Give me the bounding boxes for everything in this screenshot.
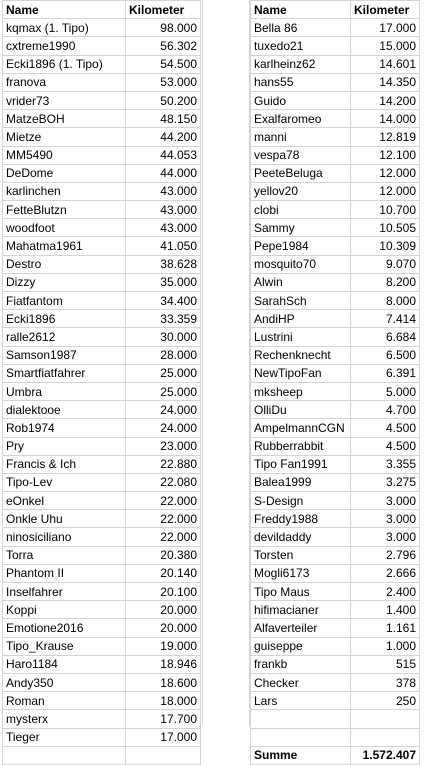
table-row [251,619,420,637]
name-cell[interactable]: Francis & Ich [3,455,126,473]
table-row [251,546,420,564]
header-kilometer[interactable]: Kilometer [126,1,201,19]
name-cell[interactable]: mysterx [3,710,126,728]
kilometer-cell[interactable]: 17.700 [126,710,201,728]
header-kilometer[interactable]: Kilometer [351,1,420,19]
kilometer-cell[interactable]: 6.684 [351,328,420,346]
name-cell[interactable]: Mogli6173 [251,564,351,582]
table-row [251,564,420,582]
kilometer-cell[interactable]: 3.000 [351,510,420,528]
kilometer-cell[interactable]: 22.000 [126,510,201,528]
kilometer-cell[interactable]: 20.380 [126,546,201,564]
name-cell[interactable]: Emotione2016 [3,619,126,637]
kilometer-cell[interactable]: 4.700 [351,401,420,419]
table-row [3,255,201,273]
name-cell[interactable]: Balea1999 [251,473,351,491]
name-cell[interactable]: ralle2612 [3,328,126,346]
kilometer-cell[interactable]: 5.000 [351,382,420,400]
kilometer-cell[interactable]: 14.000 [351,110,420,128]
table-row [3,492,201,510]
kilometer-cell[interactable]: 20.140 [126,564,201,582]
name-cell[interactable]: Tipo_Krause [3,637,126,655]
table-row [251,146,420,164]
table-row [251,110,420,128]
table-row [251,128,420,146]
kilometer-cell[interactable]: 41.050 [126,237,201,255]
right-table [250,0,420,765]
kilometer-cell[interactable]: 12.000 [351,182,420,200]
name-cell[interactable]: Guido [251,91,351,109]
left-table [2,0,201,765]
name-cell[interactable]: PeeteBeluga [251,164,351,182]
kilometer-cell[interactable]: 12.100 [351,146,420,164]
kilometer-cell[interactable]: 12.819 [351,128,420,146]
name-cell[interactable]: hifimacianer [251,601,351,619]
kilometer-cell[interactable]: 378 [351,673,420,691]
name-cell[interactable]: Smartfiatfahrer [3,364,126,382]
kilometer-cell[interactable]: 30.000 [126,328,201,346]
kilometer-cell[interactable]: 1.161 [351,619,420,637]
name-cell[interactable]: karlinchen [3,182,126,200]
name-cell[interactable] [3,746,126,764]
table-row [251,437,420,455]
kilometer-cell[interactable]: 6.500 [351,346,420,364]
table-row [3,19,201,37]
name-cell[interactable]: Ecki1896 (1. Tipo) [3,55,126,73]
table-row [3,219,201,237]
name-cell[interactable]: AndiHP [251,310,351,328]
table-row [251,528,420,546]
kilometer-cell[interactable]: 43.000 [126,201,201,219]
name-cell[interactable]: eOnkel [3,492,126,510]
name-cell[interactable]: Rob1974 [3,419,126,437]
kilometer-cell[interactable]: 12.000 [351,164,420,182]
table-row [251,273,420,291]
kilometer-cell[interactable]: 4.500 [351,437,420,455]
header-row [3,1,201,19]
table-row [251,37,420,55]
kilometer-cell[interactable]: 53.000 [126,73,201,91]
kilometer-cell[interactable]: 3.275 [351,473,420,491]
kilometer-cell[interactable]: 10.309 [351,237,420,255]
name-cell[interactable]: hans55 [251,73,351,91]
kilometer-cell[interactable]: 48.150 [126,110,201,128]
name-cell[interactable]: mosquito70 [251,255,351,273]
table-row [3,655,201,673]
name-cell[interactable]: Checker [251,673,351,691]
kilometer-cell[interactable]: 3.000 [351,492,420,510]
table-row [3,128,201,146]
name-cell[interactable]: Phantom II [3,564,126,582]
name-cell[interactable]: Exalfaromeo [251,110,351,128]
kilometer-cell[interactable]: 3.355 [351,455,420,473]
name-cell[interactable]: Tieger [3,728,126,746]
table-row [251,637,420,655]
table-row [251,219,420,237]
table-row [3,437,201,455]
name-cell[interactable]: Lustrini [251,328,351,346]
table-row [251,328,420,346]
name-cell[interactable]: mksheep [251,382,351,400]
name-cell[interactable] [251,728,351,746]
table-row [3,419,201,437]
kilometer-cell[interactable] [351,728,420,746]
table-row [251,728,420,746]
name-cell[interactable]: Lars [251,692,351,710]
kilometer-cell[interactable]: 50.200 [126,91,201,109]
header-name[interactable]: Name [251,1,351,19]
left-table-body [3,1,201,765]
table-row [3,728,201,746]
kilometer-cell[interactable]: 28.000 [126,346,201,364]
kilometer-cell[interactable]: 6.391 [351,364,420,382]
kilometer-cell[interactable]: 9.070 [351,255,420,273]
name-cell[interactable]: AmpelmannCGN [251,419,351,437]
kilometer-cell[interactable]: 22.000 [126,492,201,510]
name-cell[interactable]: Mahatma1961 [3,237,126,255]
kilometer-cell[interactable]: 7.414 [351,310,420,328]
table-row [3,146,201,164]
table-row [3,583,201,601]
name-cell[interactable]: Fiatfantom [3,292,126,310]
name-cell[interactable]: Alfaverteiler [251,619,351,637]
kilometer-cell[interactable]: 25.000 [126,382,201,400]
name-cell[interactable]: Haro1184 [3,655,126,673]
name-cell[interactable]: MM5490 [3,146,126,164]
table-row [3,619,201,637]
table-row [251,492,420,510]
kilometer-cell[interactable]: 22.080 [126,473,201,491]
kilometer-cell[interactable]: 56.302 [126,37,201,55]
kilometer-cell[interactable]: 2.666 [351,564,420,582]
table-row [3,237,201,255]
table-row [3,55,201,73]
name-cell[interactable]: OlliDu [251,401,351,419]
name-cell[interactable]: devildaddy [251,528,351,546]
name-cell[interactable]: SarahSch [251,292,351,310]
table-row [3,346,201,364]
table-row [251,455,420,473]
name-cell[interactable]: DeDome [3,164,126,182]
kilometer-cell[interactable]: 14.350 [351,73,420,91]
name-cell[interactable]: Samson1987 [3,346,126,364]
name-cell[interactable]: Rechenknecht [251,346,351,364]
name-cell[interactable]: Roman [3,692,126,710]
table-row [251,382,420,400]
name-cell[interactable]: vrider73 [3,91,126,109]
table-row [251,182,420,200]
table-row [251,292,420,310]
name-cell[interactable]: Bella 86 [251,19,351,37]
table-row [3,455,201,473]
name-cell[interactable]: manni [251,128,351,146]
kilometer-cell[interactable]: 14.200 [351,91,420,109]
table-row [3,564,201,582]
name-cell[interactable]: vespa78 [251,146,351,164]
name-cell[interactable]: clobi [251,201,351,219]
table-row [3,510,201,528]
table-row [3,637,201,655]
kilometer-cell[interactable]: 18.000 [126,692,201,710]
kilometer-cell[interactable]: 20.000 [126,601,201,619]
table-row [3,546,201,564]
kilometer-cell[interactable]: 15.000 [351,37,420,55]
table-row [251,673,420,691]
name-cell[interactable]: guiseppe [251,637,351,655]
name-cell[interactable]: Tipo-Lev [3,473,126,491]
table-row [3,273,201,291]
kilometer-cell[interactable]: 3.000 [351,528,420,546]
kilometer-cell[interactable]: 10.505 [351,219,420,237]
table-row [3,601,201,619]
kilometer-cell[interactable]: 250 [351,692,420,710]
table-row [3,182,201,200]
table-row [251,510,420,528]
name-cell[interactable]: kqmax (1. Tipo) [3,19,126,37]
kilometer-cell[interactable]: 44.000 [126,164,201,182]
kilometer-cell[interactable]: 10.700 [351,201,420,219]
name-cell[interactable]: yellov20 [251,182,351,200]
name-cell[interactable]: Rubberrabbit [251,437,351,455]
name-cell[interactable]: cxtreme1990 [3,37,126,55]
header-row [251,1,420,19]
kilometer-cell[interactable]: 54.500 [126,55,201,73]
right-table-body [251,1,420,765]
kilometer-cell[interactable]: 8.000 [351,292,420,310]
kilometer-cell[interactable]: 22.000 [126,528,201,546]
name-cell[interactable]: ninosiciliano [3,528,126,546]
name-cell[interactable]: Ecki1896 [3,310,126,328]
kilometer-cell[interactable]: 17.000 [351,19,420,37]
kilometer-cell[interactable]: 20.000 [126,619,201,637]
table-row [3,292,201,310]
kilometer-cell[interactable]: 43.000 [126,219,201,237]
table-row [251,201,420,219]
kilometer-cell[interactable]: 24.000 [126,401,201,419]
kilometer-cell[interactable]: 515 [351,655,420,673]
name-cell[interactable]: Pepe1984 [251,237,351,255]
name-cell[interactable]: Torsten [251,546,351,564]
kilometer-cell[interactable]: 1.400 [351,601,420,619]
name-cell[interactable] [251,710,351,728]
table-row [3,110,201,128]
name-cell[interactable]: Umbra [3,382,126,400]
name-cell[interactable]: Torra [3,546,126,564]
kilometer-cell[interactable]: 14.601 [351,55,420,73]
name-cell[interactable]: dialektooe [3,401,126,419]
table-row [3,746,201,764]
kilometer-cell[interactable]: 19.000 [126,637,201,655]
table-row [3,164,201,182]
kilometer-cell[interactable]: 2.796 [351,546,420,564]
table-row [251,237,420,255]
kilometer-cell[interactable]: 23.000 [126,437,201,455]
table-row [3,528,201,546]
table-row [251,364,420,382]
table-row [3,473,201,491]
kilometer-cell[interactable]: 20.100 [126,583,201,601]
table-row [251,255,420,273]
table-row [251,73,420,91]
name-cell[interactable]: Alwin [251,273,351,291]
table-row [3,201,201,219]
name-cell[interactable]: woodfoot [3,219,126,237]
name-cell[interactable]: S-Design [251,492,351,510]
kilometer-cell[interactable] [126,746,201,764]
kilometer-cell[interactable]: 8.200 [351,273,420,291]
kilometer-cell[interactable]: 33.359 [126,310,201,328]
name-cell[interactable]: NewTipoFan [251,364,351,382]
kilometer-cell[interactable]: 98.000 [126,19,201,37]
name-cell[interactable]: Pry [3,437,126,455]
header-name[interactable]: Name [3,1,126,19]
name-cell[interactable]: Dizzy [3,273,126,291]
kilometer-cell[interactable]: 43.000 [126,182,201,200]
table-row [251,346,420,364]
name-cell[interactable]: Tipo Fan1991 [251,455,351,473]
table-row [3,328,201,346]
table-row [251,655,420,673]
table-row [3,673,201,691]
table-row [251,601,420,619]
name-cell[interactable]: Koppi [3,601,126,619]
name-cell[interactable]: franova [3,73,126,91]
kilometer-cell[interactable]: 1.000 [351,637,420,655]
name-cell[interactable]: MatzeBOH [3,110,126,128]
name-cell[interactable]: Inselfahrer [3,583,126,601]
kilometer-cell[interactable]: 18.946 [126,655,201,673]
table-row [3,401,201,419]
name-cell[interactable]: Sammy [251,219,351,237]
kilometer-cell[interactable]: 24.000 [126,419,201,437]
kilometer-cell[interactable]: 2.400 [351,583,420,601]
table-row [251,19,420,37]
kilometer-cell[interactable]: 34.400 [126,292,201,310]
table-row [3,364,201,382]
table-row [3,310,201,328]
name-cell[interactable]: Andy350 [3,673,126,691]
table-row [251,401,420,419]
table-row [251,583,420,601]
table-row [251,473,420,491]
name-cell[interactable]: Tipo Maus [251,583,351,601]
spacer-column [202,0,250,725]
table-row [251,710,420,728]
table-row [251,692,420,710]
kilometer-cell[interactable]: 4.500 [351,419,420,437]
kilometer-cell[interactable] [351,710,420,728]
kilometer-cell[interactable]: 44.200 [126,128,201,146]
name-cell[interactable]: karlheinz62 [251,55,351,73]
table-row [251,419,420,437]
table-row [3,710,201,728]
table-row [3,91,201,109]
kilometer-cell[interactable]: 38.628 [126,255,201,273]
kilometer-cell[interactable]: 22.880 [126,455,201,473]
name-cell[interactable]: Destro [3,255,126,273]
kilometer-cell[interactable]: 25.000 [126,364,201,382]
name-cell[interactable]: Freddy1988 [251,510,351,528]
kilometer-cell[interactable]: 44.053 [126,146,201,164]
name-cell[interactable]: tuxedo21 [251,37,351,55]
table-row [3,73,201,91]
table-row [251,91,420,109]
table-row [251,164,420,182]
name-cell[interactable]: Onkle Uhu [3,510,126,528]
kilometer-cell[interactable]: 18.600 [126,673,201,691]
name-cell[interactable]: frankb [251,655,351,673]
sum-row [251,746,420,764]
name-cell[interactable]: Mietze [3,128,126,146]
kilometer-cell[interactable]: 17.000 [126,728,201,746]
sum-value[interactable]: 1.572.407 [351,746,420,764]
table-row [3,692,201,710]
table-row [3,37,201,55]
sum-label[interactable]: Summe [251,746,351,764]
name-cell[interactable]: FetteBlutzn [3,201,126,219]
kilometer-cell[interactable]: 35.000 [126,273,201,291]
table-row [251,310,420,328]
table-row [3,382,201,400]
table-row [251,55,420,73]
